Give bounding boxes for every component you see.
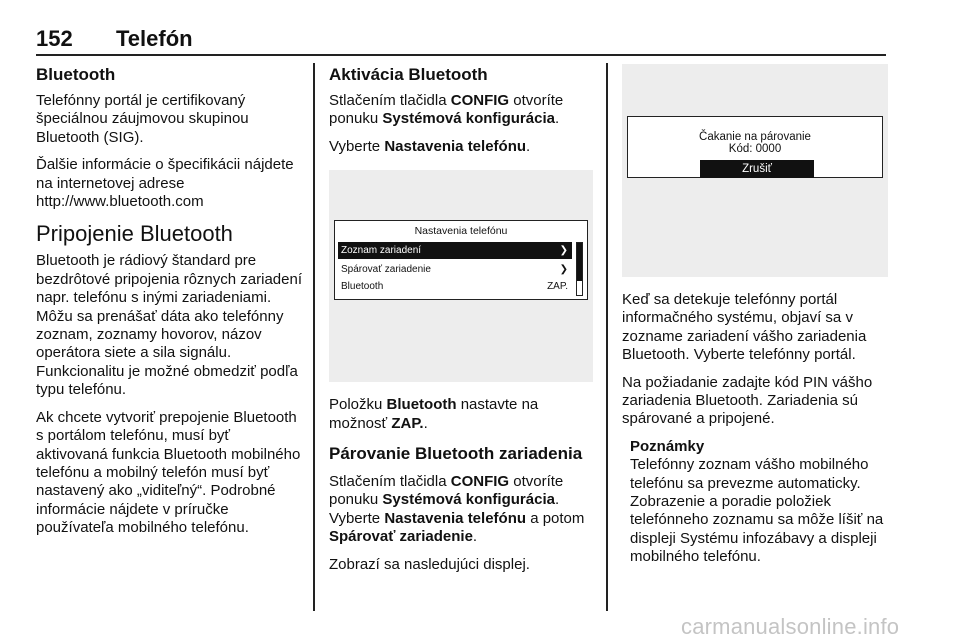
display-title: Nastavenia telefónu [414,225,508,238]
notes-text: Telefónny zoznam vášho mobilného telefónu sa prevezme automaticky. Zobrazenie a poradie položiek telefónneho zoznamu sa môže líšiť na displeji Systému infozábavy a displeji mobilného telefónu. [630,456,884,566]
heading-bluetooth: Bluetooth [36,65,116,84]
column-divider-1 [313,63,315,611]
paragraph: Na požiadanie zadajte kód PIN vášho zariadenia Bluetooth. Zariadenia sú spárované a pripojené. [622,373,873,428]
menu-row-device-list: Zoznam zariadení ❯ [338,242,572,259]
heading-bluetooth-connection: Pripojenie Bluetooth [36,221,233,247]
display-scrollbar [576,242,583,296]
paragraph: Ďalšie informácie o špecifikácii nájdete na internetovej adrese http://www.bluetooth.com [36,156,294,211]
display-pairing [627,116,883,178]
phone-settings-screen-image [329,170,593,382]
pairing-code: Kód: 0000 [728,143,782,155]
menu-row-bluetooth: Bluetooth ZAP. [338,278,572,295]
menu-row-pair-device: Spárovať zariadenie ❯ [338,261,572,278]
pairing-screen-image [622,64,888,277]
display-phone-settings [334,220,588,300]
menu-name: Systémová konfigurácia [382,110,555,128]
chapter-title: Telefón [116,26,193,51]
notes-title: Poznámky [630,437,705,455]
column-divider-2 [606,63,608,611]
paragraph: Ak chcete vytvoriť prepojenie Bluetooth s portálom telefónu, musí byť aktivovaná funkcia Bluetooth mobilného telefónu a mobilný telefón musí byť nastavený ako „viditeľný“. Podrobné informácie nájdete v príručke používateľa mobilného telefónu. [36,408,301,537]
watermark-text: carmanualsonline.info [681,614,900,639]
paragraph: Telefónny portál je certifikovaný špeciálnou záujmovou skupinou Bluetooth (SIG). [36,92,249,146]
config-key: CONFIG [450,92,510,109]
cancel-button: Zrušiť [700,160,814,178]
paragraph: Položku Bluetooth nastavte na možnosť ZAP.. [329,396,539,432]
paragraph: Bluetooth je rádiový štandard pre bezdrôtové pripojenia rôznych zariadení napr. telefónu s inými zariadeniami. Môžu sa prenášať dáta ako telefónny zoznam, zoznamy hovorov, názov operátora siete a sila signálu. Funkcionalitu je možné obmedziť podľa typu telefónu. [36,252,302,399]
paragraph: Stlačením tlačidla CONFIG otvoríte ponuku Systémová konfigurácia. Vyberte Nastavenia telefónu a potom Spárovať zariadenie. [329,473,585,546]
header-divider [36,54,886,56]
chevron-right-icon: ❯ [559,245,568,257]
paragraph: Stlačením tlačidla CONFIG otvoríte ponuku Systémová konfigurácia. [329,92,564,128]
chevron-right-icon: ❯ [559,264,568,276]
paragraph: Zobrazí sa nasledujúci displej. [329,555,530,573]
bluetooth-state-value: ZAP. [547,281,568,293]
heading-bluetooth-activation: Aktivácia Bluetooth [329,65,488,84]
pairing-status: Čakanie na párovanie [699,131,811,143]
heading-pairing: Párovanie Bluetooth zariadenia [329,444,583,464]
notes-box [630,438,892,567]
paragraph: Keď sa detekuje telefónny portál informačného systému, objaví sa v zozname zariadení vášho zariadenia Bluetooth. Vyberte telefónny portál. [622,291,867,364]
column-2 [329,64,597,583]
column-3 [622,64,892,567]
menu-name: Nastavenia telefónu [384,137,527,155]
column-1 [36,64,304,547]
page-number: 152 [36,26,73,51]
page-header [36,26,886,54]
paragraph: Vyberte Nastavenia telefónu. [329,137,531,155]
